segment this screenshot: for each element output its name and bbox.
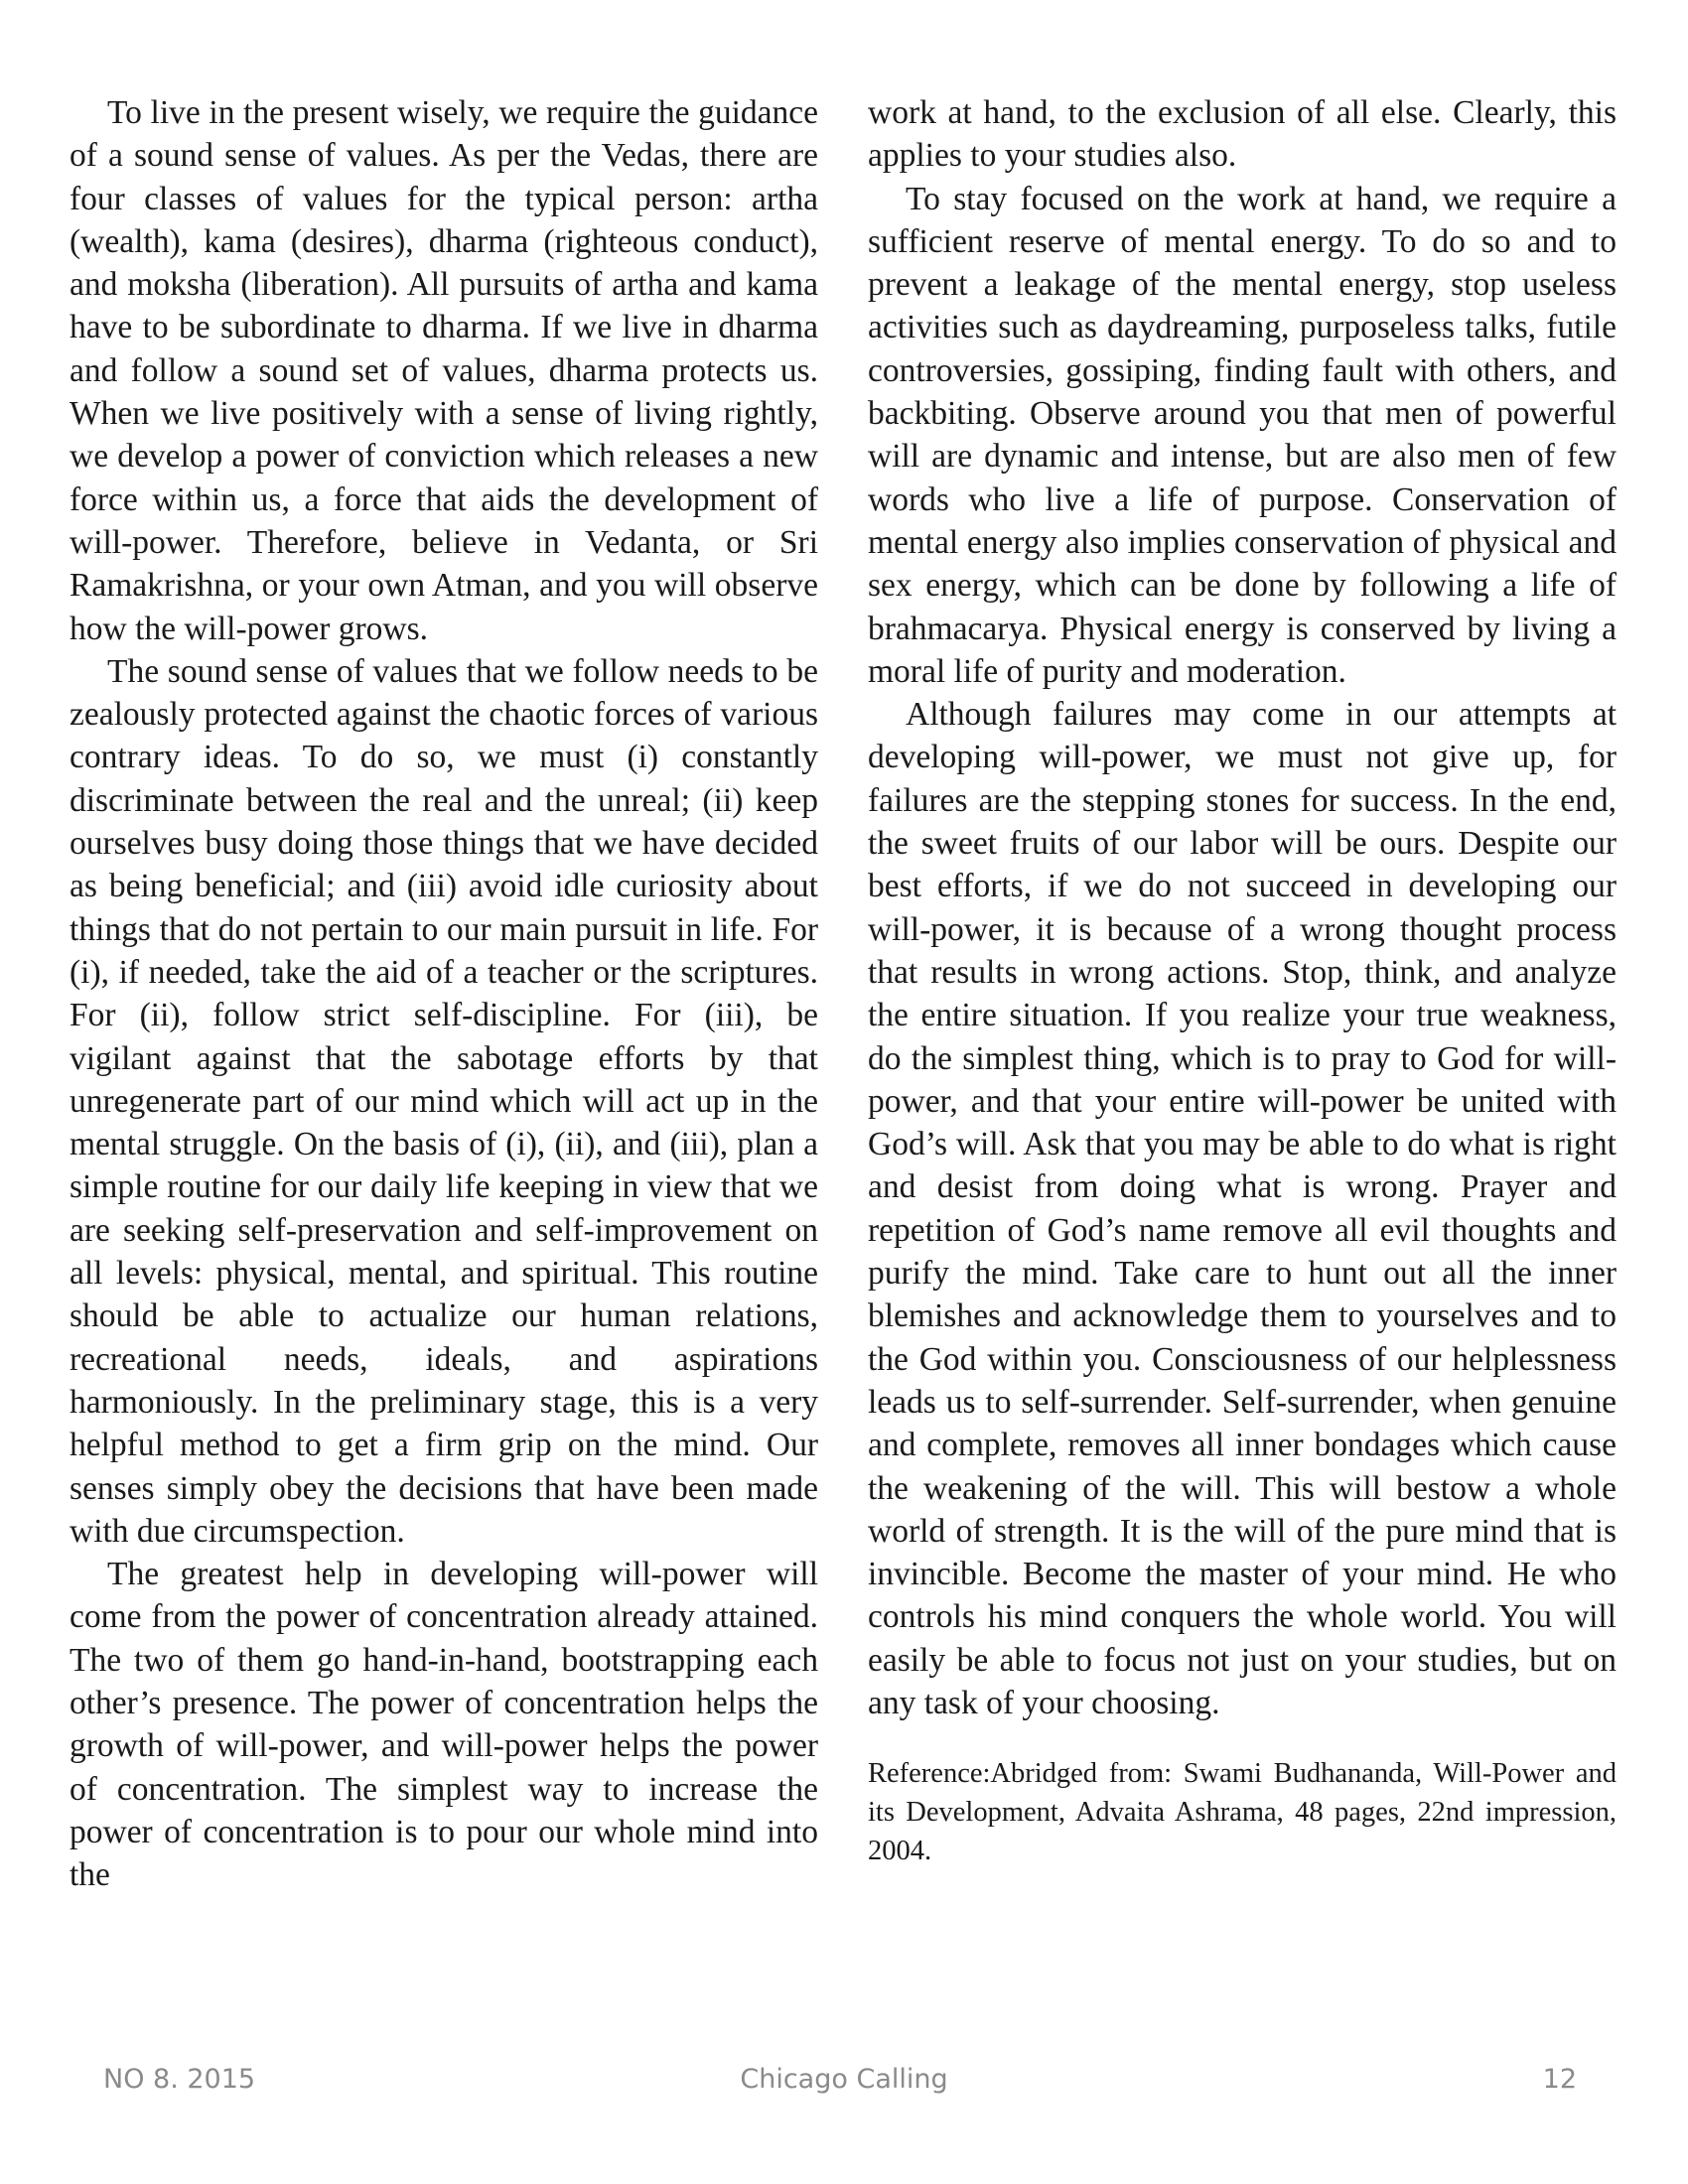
body-paragraph: Although failures may come in our attempts at developing will-power, we must not give up, for failures are the stepping stones for success. In the end, the sweet fruits of our labor will be ours. Despite our best efforts, if we do not succeed in developing our will-power, it is because of a wrong thought process that results in wrong actions. Stop, think, and analyze the entire situation. If you realize your true weakness, do the simplest thing, which is to pray to God for will-power, and that your entire will-power be united with God’s will. Ask that you may be able to do what is right and desist from doing what is wrong. Prayer and repetition of God’s name remove all evil thoughts and purify the mind. Take care to hunt out all the inner blemishes and acknowledge them to yourselves and to the God within you. Consciousness of our helplessness leads us to self-surrender. Self-surrender, when genuine and complete, removes all inner bondages which cause the weakening of the will. This will bestow a whole world of strength. It is the will of the pure mind that is invincible. Become the master of your mind. He who controls his mind conquers the whole world. You will easily be able to focus not just on your studies, but on any task of your choosing. [868,696,1617,1721]
body-paragraph: The sound sense of values that we follow needs to be zealously protected against the chaotic forces of various contrary ideas. To do so, we must (i) constantly discriminate between the real and the unreal; (ii) keep ourselves busy doing those things that we have decided as being beneficial; and (iii) avoid idle curiosity about things that do not pertain to our main pursuit in life. For (i), if needed, take the aid of a teacher or the scriptures. For (ii), follow strict self-discipline. For (iii), be vigilant against that the sabotage efforts by that unregenerate part of our mind which will act up in the mental struggle. On the basis of (i), (ii), and (iii), plan a simple routine for our daily life keeping in view that we are seeking self-preservation and self-improvement on all levels: physical, mental, and spiritual. This routine should be able to actualize our human relations, recreational needs, ideals, and aspirations harmoniously. In the preliminary stage, this is a very helpful method to get a firm grip on the mind. Our senses simply obey the decisions that have been made with due circumspection. [70,652,818,1550]
body-paragraph: To stay focused on the work at hand, we require a sufficient reserve of mental energy. To do so and to prevent a leakage of the mental energy, stop useless activities such as daydreaming, purposeless talks, futile controversies, gossiping, finding fault with others, and backbiting. Observe around you that men of powerful will are dynamic and intense, but are also men of few words who live a life of purpose. Conservation of mental energy also implies conservation of physical and sex energy, which can be done by following a life of brahmacarya. Physical energy is conserved by living a moral life of purity and moderation. [868,180,1617,690]
left-column [70,91,818,1896]
reference-note: Reference:Abridged from: Swami Budhananda, Will-Power and its Development, Advaita Ashrama, 48 pages, 22nd impression, 2004. [868,1758,1617,1867]
right-column [868,91,1617,1870]
body-paragraph: The greatest help in developing will-power will come from the power of concentration already attained. The two of them go hand-in-hand, bootstrapping each other’s presence. The power of concentration helps the growth of will-power, and will-power helps the power of concentration. The simplest way to increase the power of concentration is to pour our whole mind into the [70,1556,818,1894]
footer-publication: Chicago Calling [740,2064,948,2095]
footer-issue: NO 8. 2015 [103,2064,256,2095]
footer-page-number: 12 [1542,2064,1577,2095]
continued-paragraph: work at hand, to the exclusion of all else. Clearly, this applies to your studies also. [868,94,1617,175]
body-paragraph: To live in the present wisely, we require the guidance of a sound sense of values. As per the Vedas, there are four classes of values for the typical person: artha (wealth), kama (desires), dharma (righteous conduct), and moksha (liberation). All pursuits of artha and kama have to be subordinate to dharma. If we live in dharma and follow a sound set of values, dharma protects us. When we live positively with a sense of living rightly, we develop a power of conviction which releases a new force within us, a force that aids the development of will-power. Therefore, believe in Vedanta, or Sri Ramakrishna, or your own Atman, and you will observe how the will-power grows. [70,94,818,647]
